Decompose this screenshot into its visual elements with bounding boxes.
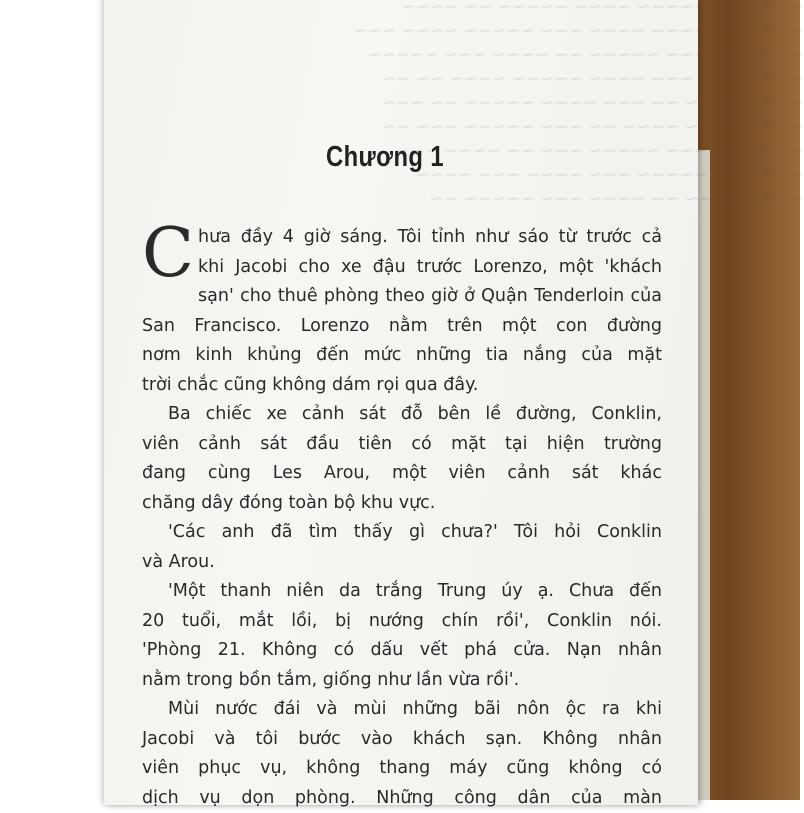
body-text [142, 223, 662, 813]
text-line: hưa đầy 4 giờ sáng. Tôi tỉnh như sáo từ trước cả [142, 223, 662, 253]
text-line: và Arou. [142, 548, 662, 578]
drop-cap: C [142, 225, 194, 283]
book-page [104, 0, 698, 805]
text-line: Jacobi và tôi bước vào khách sạn. Không nhân [142, 725, 662, 755]
text-line: dịch vụ dọn phòng. Những công dân của màn [142, 784, 662, 813]
paragraph-2 [142, 400, 662, 518]
text-line: nằm trong bồn tắm, giống như lần vừa rồi'. [142, 666, 662, 696]
chapter-title: Chương 1 [326, 141, 444, 174]
text-line: Mùi nước đái và mùi những bãi nôn ộc ra khi [142, 695, 662, 725]
text-line: sạn' cho thuê phòng theo giờ ở Quận Tenderloin của [142, 282, 662, 312]
text-line: trời chắc cũng không dám rọi qua đây. [142, 371, 662, 401]
paragraph-4 [142, 577, 662, 695]
text-line: Ba chiếc xe cảnh sát đỗ bên lề đường, Conklin, [142, 400, 662, 430]
paragraph-1 [142, 223, 662, 400]
text-line: nơm kinh khủng đến mức những tia nắng của mặt [142, 341, 662, 371]
text-line: khi Jacobi cho xe đậu trước Lorenzo, một 'khách [142, 253, 662, 283]
text-line: 20 tuổi, mắt lồi, bị nướng chín rồi', Conklin nói. [142, 607, 662, 637]
text-line: 'Phòng 21. Không có dấu vết phá cửa. Nạn nhân [142, 636, 662, 666]
background-left [0, 0, 110, 800]
text-line: chăng dây đóng toàn bộ khu vực. [142, 489, 662, 519]
bleed-through-text: ~~~~ ~~ ~~~~~ ~~~~ ~~~~~ ~~ ~~~~ ~~~ ~~ ~~~~~ ~~~~ ~~~ ~~~~~ ~~~~ ~~~ ~~ ~~~~ ~~~ ~~~~~ ~~ ~~~~ ~~~ ~~~~~ ~~~~ ~~~ ~~~ ~~~~ ~~~~~ ~~~~ ~~ ~~ ~~~ ~~~~~ ~~ ~~~ ~~~~ ~~~~~ ~~ ~~~ ~~~~~ ~~~ ~~~~ ~~ ~~~ ~~~~~ ~~~ ~~ ~~ ~~~~ ~~~ ~~~~~ ~~~ ~~ ~~~~ ~~~ ~~~~ ~~ ~~~~~ ~~~ ~~~~ ~~~ ~~~~ ~~~ ~~~~~ ~~ ~~~~ ~~~ ~~~~~ ~~ [284, 0, 804, 211]
text-line: 'Một thanh niên da trắng Trung úy ạ. Chưa đến [142, 577, 662, 607]
paragraph-5 [142, 695, 662, 813]
paragraph-3 [142, 518, 662, 577]
text-line: viên phục vụ, không thang máy cũng không có [142, 754, 662, 784]
text-line: viên cảnh sát đầu tiên có mặt tại hiện trường [142, 430, 662, 460]
text-line: 'Các anh đã tìm thấy gì chưa?' Tôi hỏi Conklin [142, 518, 662, 548]
text-line: San Francisco. Lorenzo nằm trên một con đường [142, 312, 662, 342]
text-line: đang cùng Les Arou, một viên cảnh sát khác [142, 459, 662, 489]
